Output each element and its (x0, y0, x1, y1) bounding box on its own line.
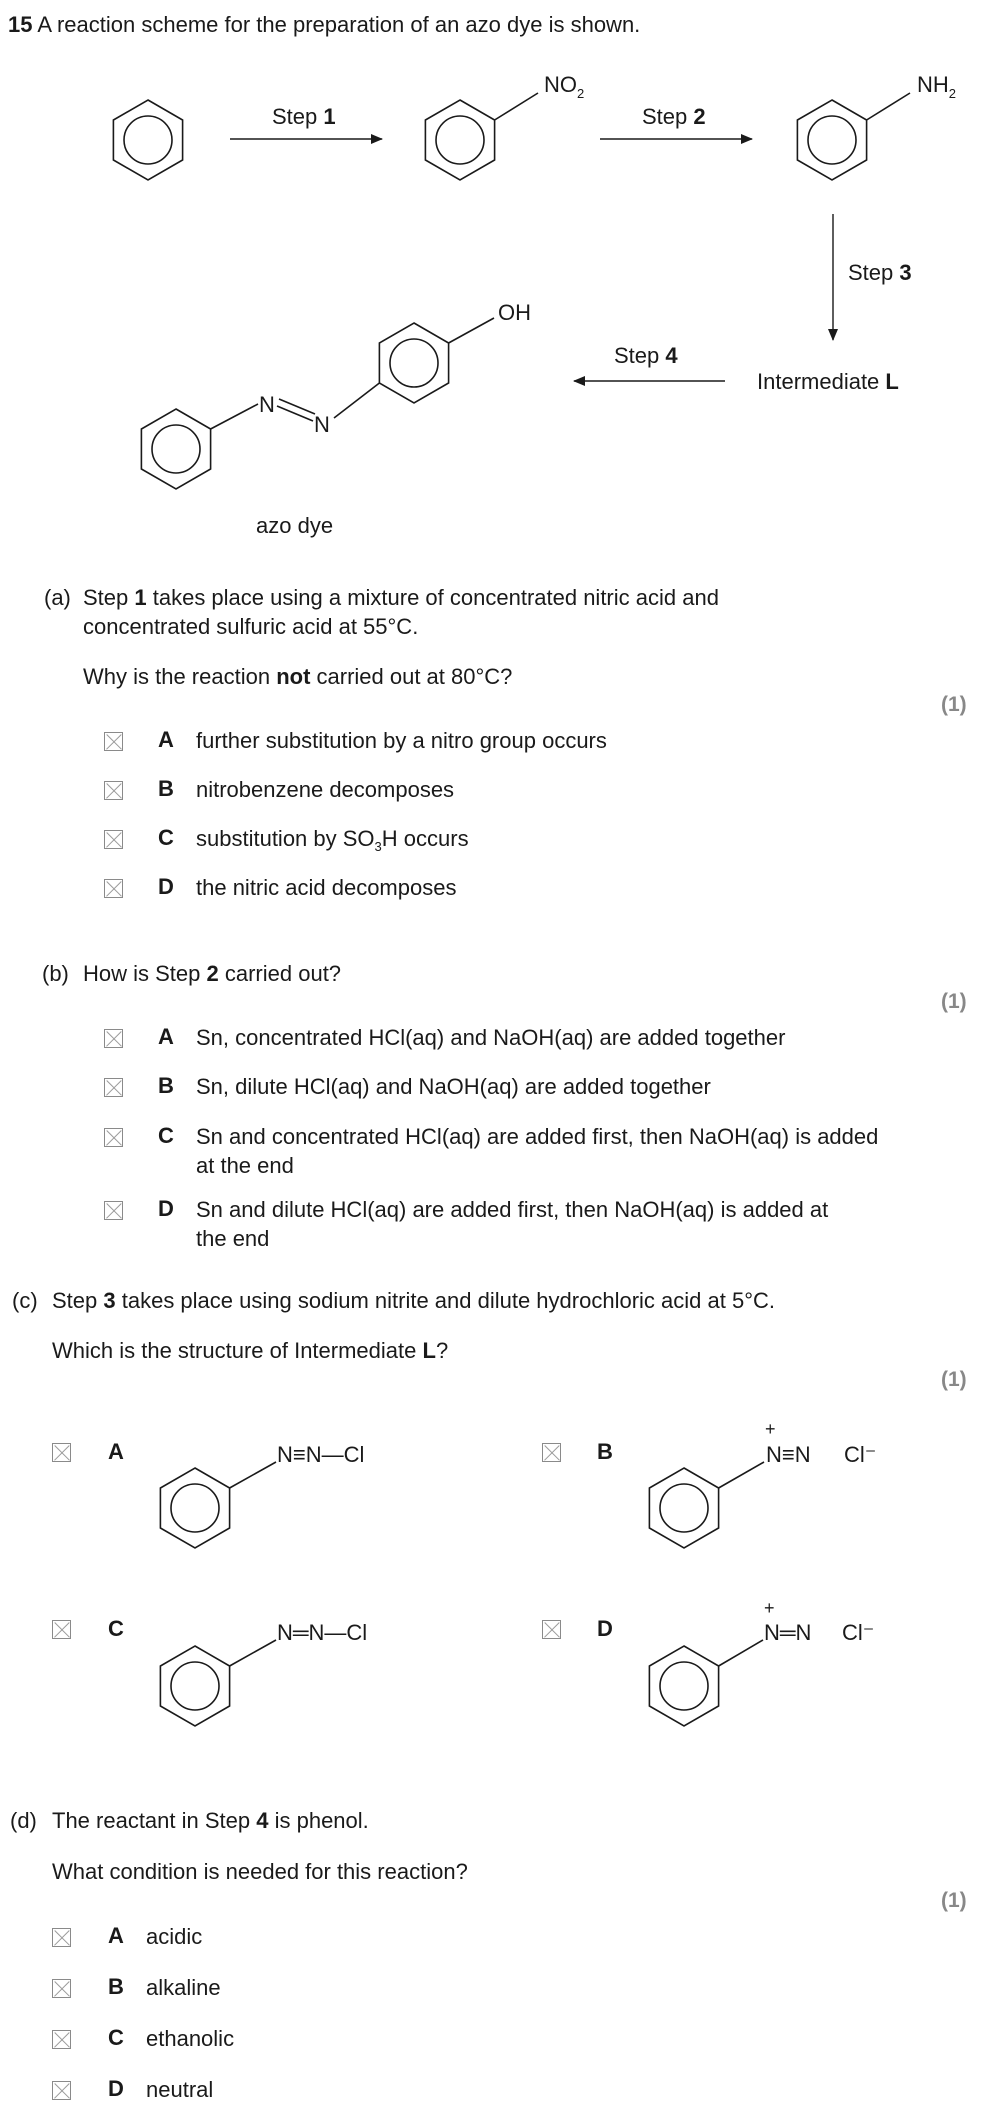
part-c-option-a-letter: A (108, 1439, 124, 1464)
part-d-option-c-text: ethanolic (146, 2026, 235, 2051)
part-a-option-b-letter: B (158, 776, 174, 801)
part-b-option-c-text-line2: at the end (196, 1153, 294, 1178)
svg-text:Cl⁻: Cl⁻ (844, 1442, 877, 1467)
part-d-option-d-checkbox[interactable] (52, 2081, 71, 2100)
step1-label: Step 1 (272, 104, 336, 129)
svg-text:+: + (764, 1598, 775, 1618)
part-d-option-a-checkbox[interactable] (52, 1928, 71, 1947)
svg-text:N≡N: N≡N (766, 1442, 811, 1467)
part-a-text-line2: concentrated sulfuric acid at 55°C. (83, 614, 419, 639)
benzene-ring (113, 100, 182, 180)
svg-text:N═N: N═N (764, 1620, 812, 1645)
part-d-label: (d) (10, 1808, 37, 1833)
aniline-ring (797, 100, 866, 180)
part-b-option-b-checkbox[interactable] (104, 1078, 123, 1097)
part-a-option-c-letter: C (158, 825, 174, 850)
part-d-option-d-text: neutral (146, 2077, 214, 2102)
part-d-option-b-letter: B (108, 1974, 124, 1999)
part-c-structures (0, 1400, 994, 1740)
part-c-label: (c) (12, 1288, 38, 1313)
part-b-option-b-letter: B (158, 1073, 174, 1098)
step4-label: Step 4 (614, 343, 678, 368)
part-c-text: Step 3 takes place using sodium nitrite and dilute hydrochloric acid at 5°C. (52, 1288, 775, 1313)
part-d-option-b-text: alkaline (146, 1975, 221, 2000)
part-a-option-d-text: the nitric acid decomposes (196, 875, 457, 900)
step2-label: Step 2 (642, 104, 706, 129)
svg-text:N═N—Cl: N═N—Cl (277, 1620, 368, 1645)
part-b-option-d-text-line1: Sn and dilute HCl(aq) are added first, then NaOH(aq) is added at (196, 1197, 829, 1222)
part-c-option-d-letter: D (597, 1616, 613, 1641)
question-intro: A reaction scheme for the preparation of an azo dye is shown. (37, 12, 641, 37)
svg-text:OH: OH (498, 300, 531, 325)
part-a-option-a-letter: A (158, 727, 174, 752)
part-d-option-c-letter: C (108, 2025, 124, 2050)
part-b-option-c-checkbox[interactable] (104, 1128, 123, 1147)
part-a-text-line1: Step 1 takes place using a mixture of concentrated nitric acid and (83, 585, 719, 610)
part-d-question: What condition is needed for this reaction? (52, 1859, 468, 1884)
part-c-marks: (1) (941, 1368, 967, 1391)
part-b-option-a-text: Sn, concentrated HCl(aq) and NaOH(aq) are added together (196, 1025, 786, 1050)
part-a-question: Why is the reaction not carried out at 80°C? (83, 664, 513, 689)
svg-text:N≡N—Cl: N≡N—Cl (277, 1442, 365, 1467)
azo-dye-label: azo dye (256, 513, 334, 538)
part-a-option-d-checkbox[interactable] (104, 879, 123, 898)
step3-label: Step 3 (848, 260, 912, 285)
part-b-option-a-letter: A (158, 1024, 174, 1049)
part-b-option-b-text: Sn, dilute HCl(aq) and NaOH(aq) are added together (196, 1074, 711, 1099)
part-b-option-d-checkbox[interactable] (104, 1201, 123, 1220)
part-b-option-a-checkbox[interactable] (104, 1029, 123, 1048)
part-b-option-c-letter: C (158, 1123, 174, 1148)
part-b-marks: (1) (941, 990, 967, 1013)
structure-a (160, 1442, 364, 1548)
part-d-option-a-letter: A (108, 1923, 124, 1948)
part-d-option-a-text: acidic (146, 1924, 203, 1949)
svg-text:N: N (259, 392, 275, 417)
intermediate-l-label: Intermediate L (757, 369, 899, 394)
part-a-option-c-checkbox[interactable] (104, 830, 123, 849)
azo-dye-structure (141, 300, 531, 489)
part-a-marks: (1) (941, 693, 967, 716)
part-d-option-c-checkbox[interactable] (52, 2030, 71, 2049)
part-d-marks: (1) (941, 1889, 967, 1912)
part-a-option-b-checkbox[interactable] (104, 781, 123, 800)
part-b-option-d-letter: D (158, 1196, 174, 1221)
part-c-question: Which is the structure of Intermediate L? (52, 1338, 449, 1363)
part-b-question: How is Step 2 carried out? (83, 961, 342, 986)
no2-group: $NO_2$ (544, 72, 585, 101)
part-d-option-d-letter: D (108, 2076, 124, 2101)
svg-text:Cl⁻: Cl⁻ (842, 1620, 875, 1645)
part-a-option-c-text: substitution by $SO_3H$ occurs (196, 826, 469, 854)
nh2-group: $NH_2$ (917, 72, 957, 101)
question-number: 15 (8, 12, 33, 37)
part-b-option-c-text-line1: Sn and concentrated HCl(aq) are added first, then NaOH(aq) is added (196, 1124, 879, 1149)
part-a-option-a-text: further substitution by a nitro group occurs (196, 728, 607, 753)
part-d-text: The reactant in Step 4 is phenol. (52, 1808, 369, 1833)
structure-c (160, 1620, 367, 1726)
part-a-option-d-letter: D (158, 874, 174, 899)
nitrobenzene-ring (425, 100, 494, 180)
part-b-label: (b) (42, 961, 69, 986)
svg-text:+: + (765, 1419, 776, 1439)
part-b-option-d-text-line2: the end (196, 1226, 270, 1251)
structure-d (649, 1598, 874, 1726)
part-c-option-c-letter: C (108, 1616, 124, 1641)
part-a-option-b-text: nitrobenzene decomposes (196, 777, 455, 802)
part-c-option-b-letter: B (597, 1439, 613, 1464)
part-a-option-a-checkbox[interactable] (104, 732, 123, 751)
part-d-option-b-checkbox[interactable] (52, 1979, 71, 1998)
reaction-scheme (0, 0, 994, 560)
structure-b (649, 1419, 876, 1548)
svg-text:N: N (314, 412, 330, 437)
part-a-label: (a) (44, 585, 71, 610)
